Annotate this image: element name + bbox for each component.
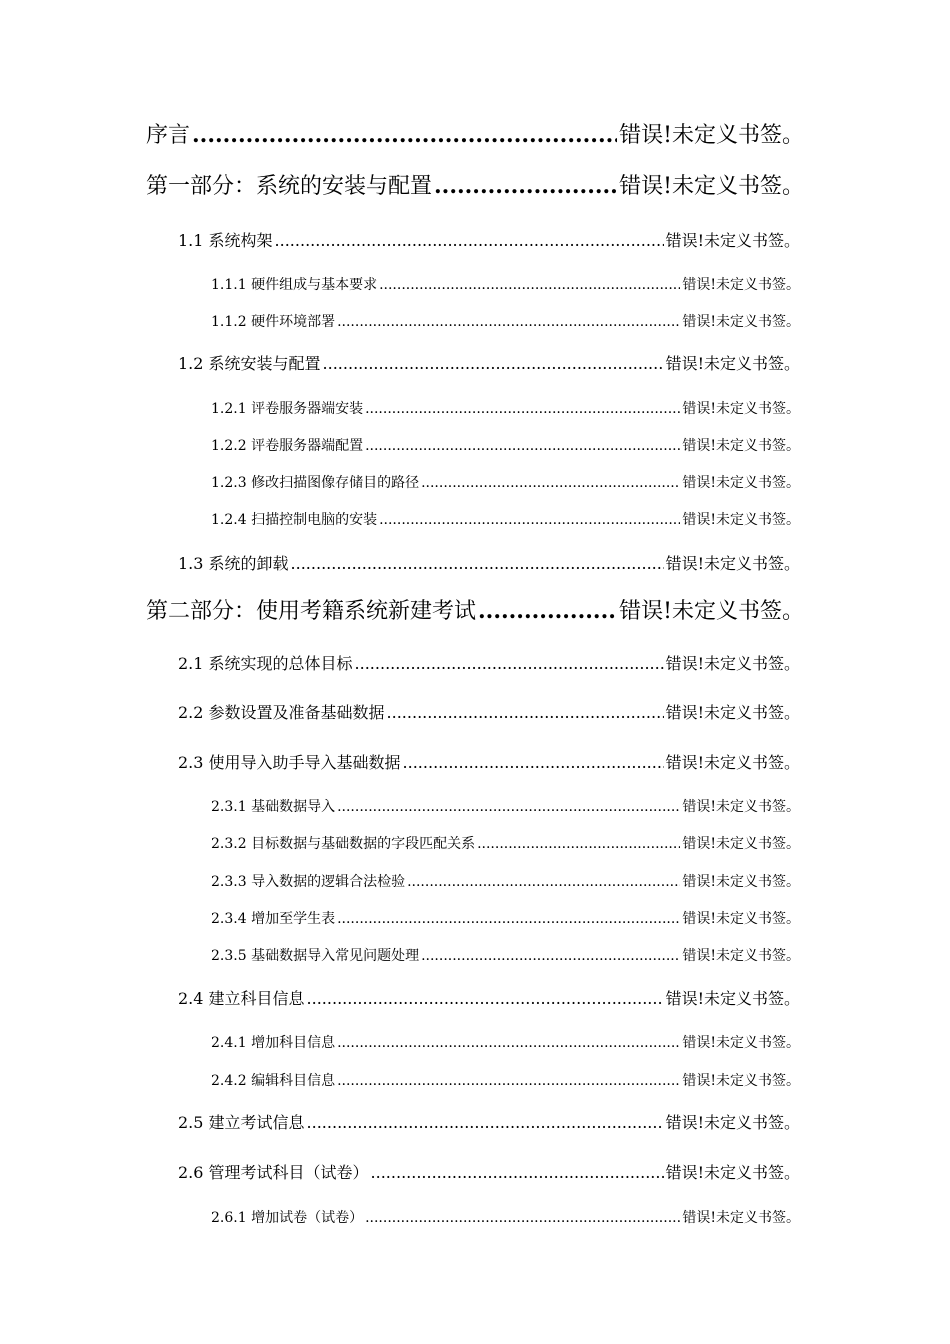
- toc-entry-page: 错误!未定义书签。: [682, 948, 800, 964]
- toc-entry-title: 2.3.4 增加至学生表: [211, 911, 336, 927]
- toc-entry-preface[interactable]: [146, 118, 804, 149]
- toc-entry-page: 错误!未定义书签。: [665, 554, 800, 573]
- toc-entry-2-2[interactable]: [178, 700, 800, 723]
- toc-entry-title: 2.4.1 增加科目信息: [211, 1035, 336, 1051]
- toc-entry-page: 错误!未定义书签。: [665, 989, 800, 1008]
- toc-entry-title: 1.1 系统构架: [178, 231, 273, 250]
- toc-entry-1-2-1[interactable]: [211, 398, 800, 418]
- toc-entry-1-2-4[interactable]: [211, 509, 800, 529]
- toc-entry-2-3[interactable]: [178, 750, 800, 773]
- toc-dot-leader: [365, 401, 680, 417]
- toc-entry-title: 1.3 系统的卸载: [178, 554, 289, 573]
- toc-entry-1-3[interactable]: [178, 551, 800, 574]
- toc-entry-page: 错误!未定义书签。: [665, 753, 800, 772]
- toc-entry-page: 错误!未定义书签。: [665, 231, 800, 250]
- toc-entry-title: 1.2 系统安装与配置: [178, 354, 321, 373]
- toc-entry-1-1[interactable]: [178, 228, 800, 251]
- toc-entry-2-6-1[interactable]: [211, 1207, 800, 1227]
- toc-entry-title: 2.6 管理考试科目（试卷）: [178, 1163, 369, 1182]
- toc-entry-title: 2.3.5 基础数据导入常见问题处理: [211, 948, 420, 964]
- toc-entry-page: 错误!未定义书签。: [619, 599, 804, 624]
- toc-entry-title: 2.1 系统实现的总体目标: [178, 654, 353, 673]
- toc-dot-leader: [307, 989, 664, 1008]
- toc-entry-page: 错误!未定义书签。: [682, 836, 800, 852]
- toc-entry-1-2[interactable]: [178, 351, 800, 374]
- toc-entry-page: 错误!未定义书签。: [682, 438, 800, 454]
- toc-entry-part-2[interactable]: [146, 594, 804, 625]
- toc-entry-page: 错误!未定义书签。: [665, 354, 800, 373]
- toc-dot-leader: [275, 231, 664, 250]
- toc-entry-2-1[interactable]: [178, 651, 800, 674]
- toc-entry-page: 错误!未定义书签。: [665, 654, 800, 673]
- toc-dot-leader: [337, 911, 680, 927]
- toc-dot-leader: [434, 173, 617, 199]
- toc-entry-title: 2.3.2 目标数据与基础数据的字段匹配关系: [211, 836, 476, 852]
- toc-entry-1-1-1[interactable]: [211, 274, 800, 294]
- toc-entry-title: 2.5 建立考试信息: [178, 1113, 305, 1132]
- toc-dot-leader: [337, 314, 680, 330]
- toc-entry-page: 错误!未定义书签。: [682, 401, 800, 417]
- toc-entry-1-1-2[interactable]: [211, 311, 800, 331]
- toc-entry-1-2-3[interactable]: [211, 472, 800, 492]
- toc-dot-leader: [365, 1210, 680, 1226]
- toc-entry-2-4-1[interactable]: [211, 1032, 800, 1052]
- toc-entry-page: 错误!未定义书签。: [619, 174, 804, 199]
- toc-entry-2-3-4[interactable]: [211, 908, 800, 928]
- toc-entry-2-6[interactable]: [178, 1160, 800, 1183]
- toc-entry-page: 错误!未定义书签。: [682, 512, 800, 528]
- toc-entry-2-3-3[interactable]: [211, 871, 800, 891]
- toc-entry-title: 2.6.1 增加试卷（试卷）: [211, 1210, 364, 1226]
- toc-entry-1-2-2[interactable]: [211, 435, 800, 455]
- toc-entry-page: 错误!未定义书签。: [682, 1073, 800, 1089]
- toc-dot-leader: [355, 654, 664, 673]
- toc-dot-leader: [387, 703, 664, 722]
- toc-dot-leader: [192, 122, 617, 148]
- toc-entry-page: 错误!未定义书签。: [665, 1113, 800, 1132]
- toc-entry-title: 1.1.1 硬件组成与基本要求: [211, 277, 378, 293]
- toc-entry-page: 错误!未定义书签。: [682, 1035, 800, 1051]
- toc-entry-page: 错误!未定义书签。: [619, 123, 804, 148]
- toc-entry-title: 2.3 使用导入助手导入基础数据: [178, 753, 401, 772]
- toc-entry-title: 2.2 参数设置及准备基础数据: [178, 703, 385, 722]
- toc-entry-page: 错误!未定义书签。: [682, 799, 800, 815]
- toc-entry-title: 第二部分：使用考籍系统新建考试: [146, 599, 477, 624]
- toc-entry-2-5[interactable]: [178, 1110, 800, 1133]
- toc-entry-title: 1.2.1 评卷服务器端安装: [211, 401, 364, 417]
- toc-entry-title: 1.2.4 扫描控制电脑的安装: [211, 512, 378, 528]
- toc-entry-2-4[interactable]: [178, 986, 800, 1009]
- toc-dot-leader: [379, 277, 680, 293]
- toc-dot-leader: [337, 1073, 680, 1089]
- toc-entry-page: 错误!未定义书签。: [682, 475, 800, 491]
- toc-entry-page: 错误!未定义书签。: [682, 911, 800, 927]
- toc-entry-title: 2.3.3 导入数据的逻辑合法检验: [211, 874, 406, 890]
- toc-entry-title: 1.2.2 评卷服务器端配置: [211, 438, 364, 454]
- toc-entry-page: 错误!未定义书签。: [665, 703, 800, 722]
- toc-dot-leader: [403, 753, 664, 772]
- toc-dot-leader: [421, 948, 680, 964]
- toc-entry-title: 序言: [146, 123, 191, 148]
- toc-dot-leader: [371, 1163, 664, 1182]
- toc-dot-leader: [337, 1035, 680, 1051]
- toc-dot-leader: [365, 438, 680, 454]
- toc-dot-leader: [291, 554, 664, 573]
- toc-entry-title: 2.4.2 编辑科目信息: [211, 1073, 336, 1089]
- toc-dot-leader: [307, 1113, 664, 1132]
- toc-entry-page: 错误!未定义书签。: [682, 1210, 800, 1226]
- toc-entry-part-1[interactable]: [146, 169, 804, 200]
- toc-dot-leader: [323, 354, 664, 373]
- toc-dot-leader: [379, 512, 680, 528]
- toc-entry-2-4-2[interactable]: [211, 1070, 800, 1090]
- toc-entry-title: 1.2.3 修改扫描图像存储目的路径: [211, 475, 420, 491]
- toc-entry-title: 2.4 建立科目信息: [178, 989, 305, 1008]
- toc-dot-leader: [407, 874, 680, 890]
- toc-dot-leader: [421, 475, 680, 491]
- toc-entry-2-3-2[interactable]: [211, 833, 800, 853]
- toc-dot-leader: [478, 598, 617, 624]
- toc-entry-page: 错误!未定义书签。: [682, 277, 800, 293]
- toc-entry-page: 错误!未定义书签。: [682, 314, 800, 330]
- toc-entry-2-3-1[interactable]: [211, 796, 800, 816]
- toc-entry-title: 1.1.2 硬件环境部署: [211, 314, 336, 330]
- toc-entry-2-3-5[interactable]: [211, 945, 800, 965]
- toc-entry-title: 第一部分：系统的安装与配置: [146, 174, 433, 199]
- toc-dot-leader: [477, 836, 680, 852]
- toc-entry-title: 2.3.1 基础数据导入: [211, 799, 336, 815]
- toc-dot-leader: [337, 799, 680, 815]
- toc-entry-page: 错误!未定义书签。: [682, 874, 800, 890]
- toc-entry-page: 错误!未定义书签。: [665, 1163, 800, 1182]
